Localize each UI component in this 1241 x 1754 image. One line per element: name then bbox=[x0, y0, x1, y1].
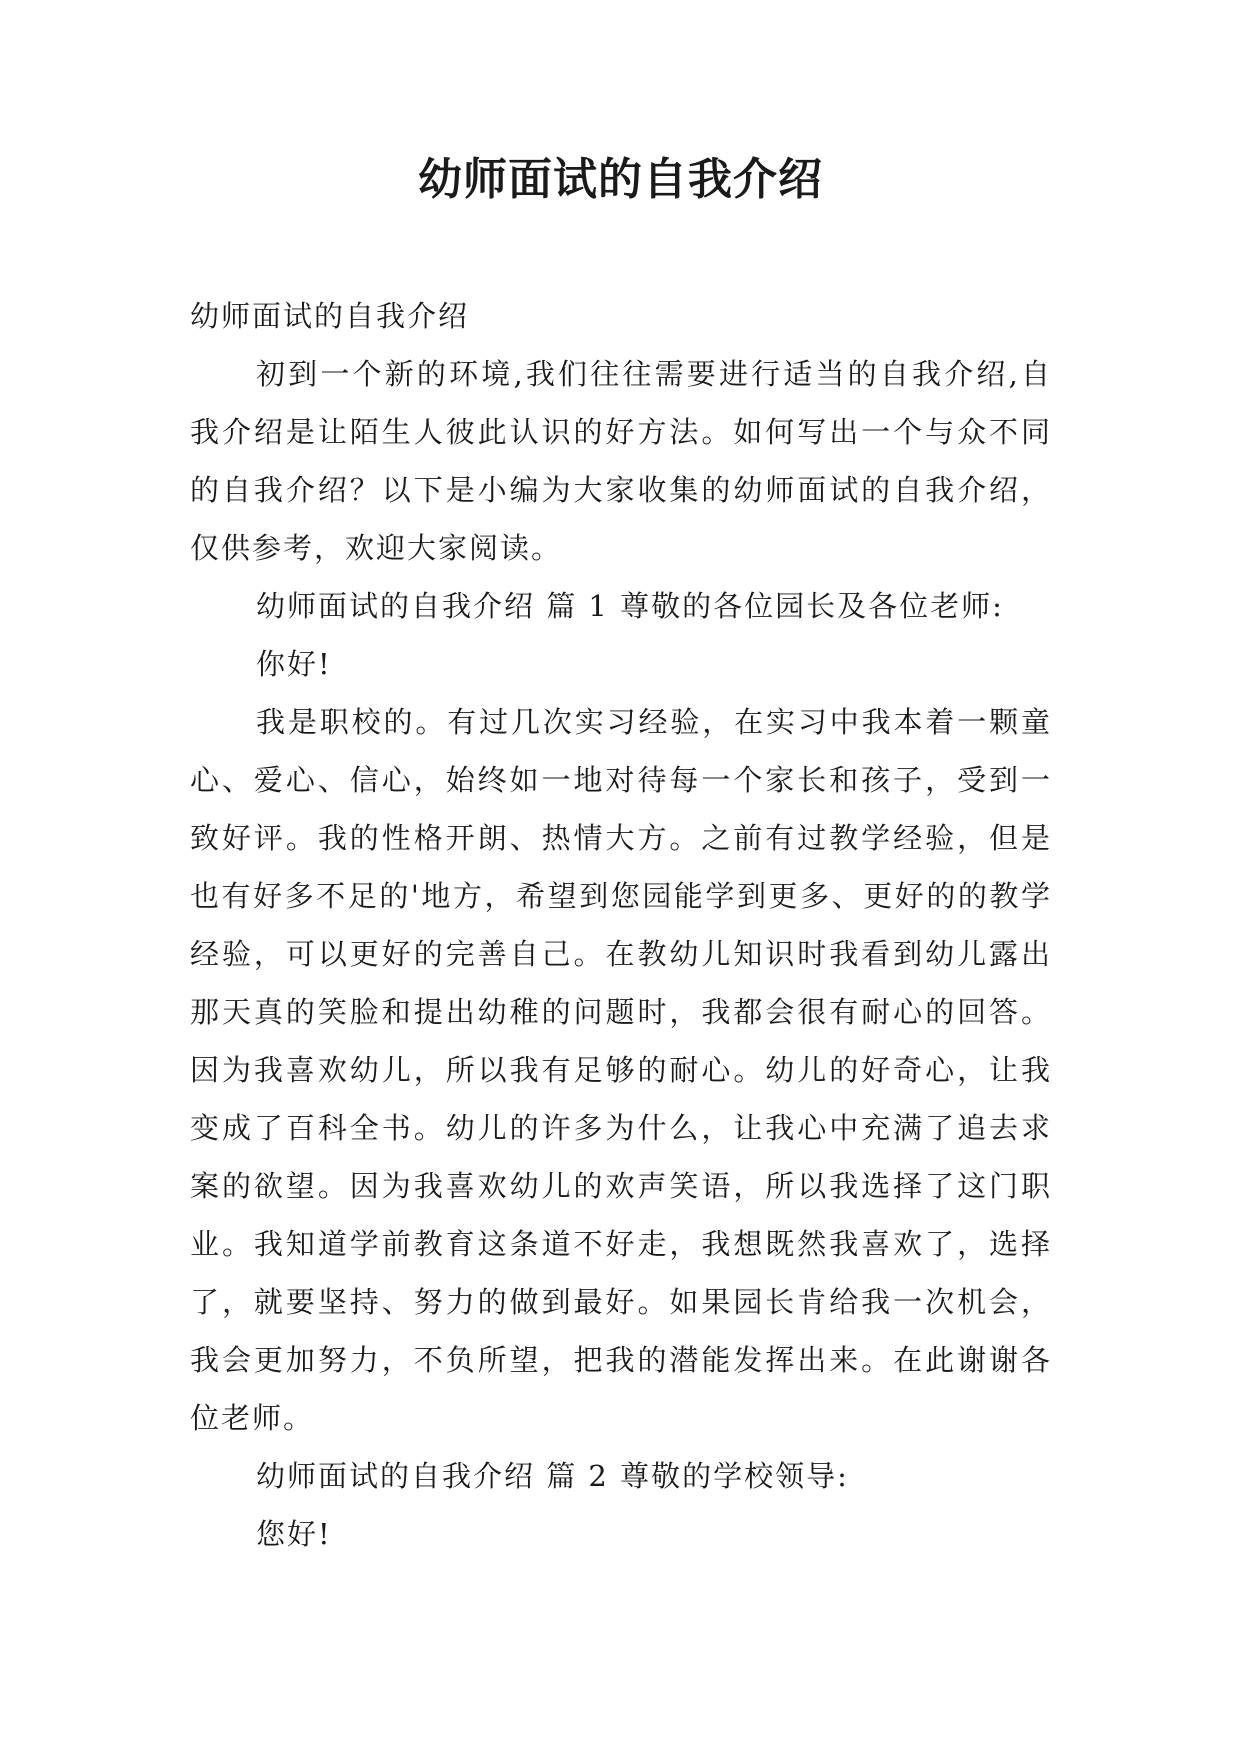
document-subtitle: 幼师面试的自我介绍 bbox=[190, 299, 470, 333]
section-1-greeting: 你好! bbox=[256, 647, 332, 681]
section-2-heading: 幼师面试的自我介绍 篇 2 尊敬的学校领导: bbox=[256, 1459, 849, 1493]
document-title: 幼师面试的自我介绍 bbox=[418, 154, 823, 205]
section-2-greeting: 您好! bbox=[256, 1517, 332, 1551]
section-1-body: 我是职校的。有过几次实习经验，在实习中我本着一颗童心、爱心、信心，始终如一地对待每一个家长和孩子，受到一致好评。我的性格开朗、热情大方。之前有过教学经验，但是也有好多不足的'地方，希望到您园能学到更多、更好的的教学经验，可以更好的完善自己。在教幼儿知识时我看到幼儿露出那天真的笑脸和提出幼稚的问题时，我都会很有耐心的回答。因为我喜欢幼儿，所以我有足够的耐心。幼儿的好奇心，让我变成了百科全书。幼儿的许多为什么，让我心中充满了追去求案的欲望。因为我喜欢幼儿的欢声笑语，所以我选择了这门职业。我知道学前教育这条道不好走，我想既然我喜欢了，选择了，就要坚持、努力的做到最好。如果园长肯给我一次机会，我会更加努力，不负所望，把我的潜能发挥出来。在此谢谢各位老师。 bbox=[190, 705, 1052, 1435]
section-1-heading: 幼师面试的自我介绍 篇 1 尊敬的各位园长及各位老师: bbox=[256, 589, 1004, 623]
intro-paragraph: 初到一个新的环境,我们往往需要进行适当的自我介绍,自我介绍是让陌生人彼此认识的好方法。如何写出一个与众不同的自我介绍？以下是小编为大家收集的幼师面试的自我介绍，仅供参考，欢迎大家阅读。 bbox=[190, 357, 1052, 565]
document-body bbox=[190, 287, 1052, 1563]
